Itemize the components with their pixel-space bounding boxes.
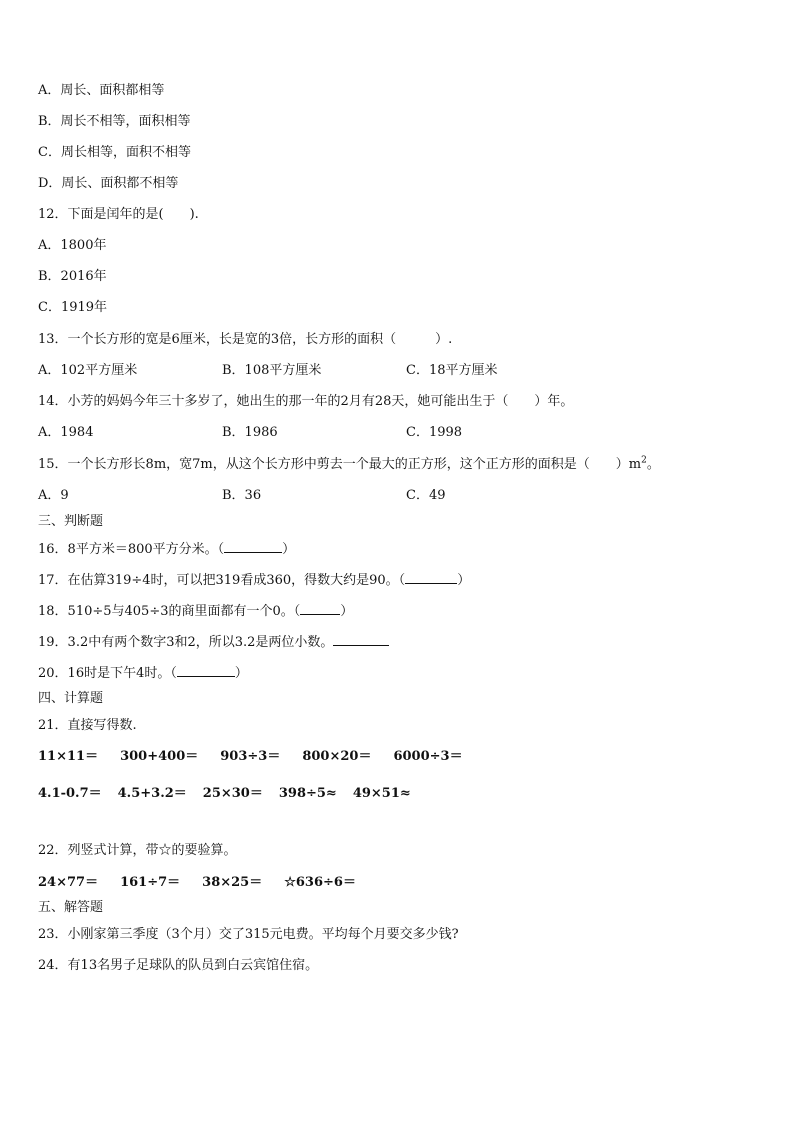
q21-row-1 bbox=[38, 749, 485, 765]
q20-text: 20．16时是下午4时。（ bbox=[38, 666, 177, 681]
q15-stem bbox=[38, 457, 660, 473]
q16-close: ） bbox=[282, 542, 296, 557]
q15-option-c: C．49 bbox=[406, 488, 446, 503]
q12-option-b: B．2016年 bbox=[38, 269, 107, 284]
q12-option-a: A．1800年 bbox=[38, 238, 107, 253]
q20-answer-blank[interactable] bbox=[177, 664, 235, 677]
section-5-heading: 五、解答题 bbox=[38, 900, 104, 915]
q24: 24．有13名男子足球队的队员到白云宾馆住宿。 bbox=[38, 958, 319, 973]
q12-option-c: C．1919年 bbox=[38, 300, 108, 315]
q17-text: 17．在估算319÷4时，可以把319看成360，得数大约是90。（ bbox=[38, 573, 406, 588]
q14-option-c: C．1998 bbox=[406, 425, 463, 440]
q22-item: 161÷7＝ bbox=[120, 875, 181, 890]
q14-option-a: A．1984 bbox=[38, 425, 94, 440]
q15-option-a: A．9 bbox=[38, 488, 69, 503]
q23: 23．小刚家第三季度（3个月）交了315元电费。平均每个月要交多少钱? bbox=[38, 927, 459, 942]
q21-item: 6000÷3＝ bbox=[393, 749, 463, 764]
q21-item: 903÷3＝ bbox=[220, 749, 281, 764]
q22-item: ☆636÷6＝ bbox=[284, 875, 356, 890]
q16-text: 16．8平方米＝800平方分米。（ bbox=[38, 542, 225, 557]
q21-item: 25×30＝ bbox=[202, 786, 263, 801]
q17-close: ） bbox=[457, 573, 471, 588]
q18-answer-blank[interactable] bbox=[300, 602, 340, 615]
q22-item: 38×25＝ bbox=[202, 875, 263, 890]
q11-option-b: B．周长不相等，面积相等 bbox=[38, 114, 191, 129]
q15-option-b: B．36 bbox=[222, 488, 262, 503]
q21-row-2 bbox=[38, 786, 427, 802]
q12-stem: 12．下面是闰年的是( ). bbox=[38, 207, 199, 222]
q22-item: 24×77＝ bbox=[38, 875, 99, 890]
q19-answer-blank[interactable] bbox=[333, 633, 389, 646]
section-3-heading: 三、判断题 bbox=[38, 514, 104, 529]
q16 bbox=[38, 540, 295, 558]
q21-stem: 21．直接写得数. bbox=[38, 718, 137, 733]
q17-answer-blank[interactable] bbox=[405, 571, 457, 584]
q21-item: 49×51≈ bbox=[352, 786, 411, 801]
q20-close: ） bbox=[234, 666, 248, 681]
q21-item: 800×20＝ bbox=[302, 749, 372, 764]
q19-text: 19．3.2中有两个数字3和2，所以3.2是两位小数。 bbox=[38, 635, 334, 650]
q22-stem: 22．列竖式计算，带☆的要验算。 bbox=[38, 843, 237, 858]
q18-text: 18．510÷5与405÷3的商里面都有一个0。（ bbox=[38, 604, 301, 619]
q19 bbox=[38, 633, 389, 651]
q20 bbox=[38, 664, 248, 682]
q21-item: 4.1-0.7＝ bbox=[38, 786, 102, 801]
q15-stem-end: 。 bbox=[646, 457, 660, 472]
q21-item: 4.5+3.2＝ bbox=[117, 786, 187, 801]
q11-option-d: D．周长、面积都不相等 bbox=[38, 176, 179, 191]
q13-option-b: B．108平方厘米 bbox=[222, 363, 322, 378]
q14-stem: 14．小芳的妈妈今年三十多岁了，她出生的那一年的2月有28天，她可能出生于（ ）年。 bbox=[38, 394, 574, 409]
q13-option-c: C．18平方厘米 bbox=[406, 363, 498, 378]
q14-option-b: B．1986 bbox=[222, 425, 278, 440]
q15-superscript: 2 bbox=[641, 455, 647, 466]
section-4-heading: 四、计算题 bbox=[38, 691, 104, 706]
q17 bbox=[38, 571, 470, 589]
q21-item: 300+400＝ bbox=[120, 749, 199, 764]
q21-item: 11×11＝ bbox=[38, 749, 99, 764]
q18-close: ） bbox=[340, 604, 354, 619]
q13-option-a: A．102平方厘米 bbox=[38, 363, 138, 378]
q11-option-c: C．周长相等，面积不相等 bbox=[38, 145, 191, 160]
q15-stem-text: 15．一个长方形长8m，宽7m，从这个长方形中剪去一个最大的正方形，这个正方形的面积是（ ）m bbox=[38, 457, 642, 472]
q11-option-a: A．周长、面积都相等 bbox=[38, 83, 165, 98]
q21-item: 398÷5≈ bbox=[278, 786, 337, 801]
q16-answer-blank[interactable] bbox=[224, 540, 282, 553]
q22-row bbox=[38, 875, 378, 891]
q18 bbox=[38, 602, 353, 620]
q13-stem: 13．一个长方形的宽是6厘米，长是宽的3倍，长方形的面积（ ）. bbox=[38, 332, 453, 347]
